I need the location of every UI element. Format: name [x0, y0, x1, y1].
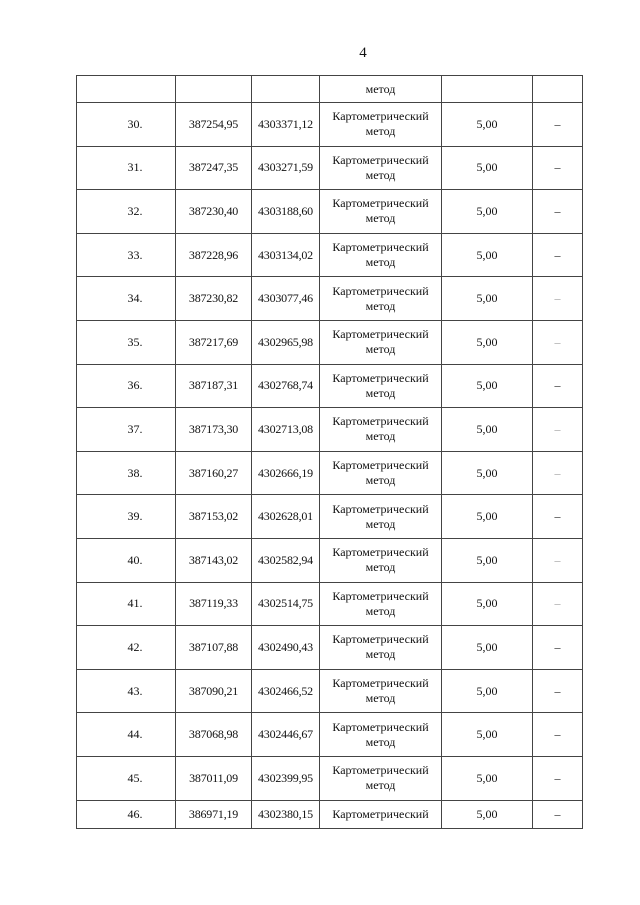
cell-x: 387153,02 [176, 495, 252, 539]
cell-accuracy: 5,00 [442, 190, 533, 234]
extra-dash: – [554, 806, 561, 821]
cell-method [320, 233, 442, 277]
cell-y: 4302666,19 [252, 451, 320, 495]
page-number: 4 [359, 45, 367, 61]
cell-y: 4302446,67 [252, 713, 320, 757]
cell-x: 387230,82 [176, 277, 252, 321]
cell-y: 4303077,46 [252, 277, 320, 321]
table-row [77, 538, 583, 582]
cell-method [320, 190, 442, 234]
cell-accuracy: 5,00 [442, 408, 533, 452]
cell-method [320, 538, 442, 582]
cell-x: 387187,31 [176, 364, 252, 408]
table-row [77, 320, 583, 364]
cell-y: 4302514,75 [252, 582, 320, 626]
cell-method [320, 277, 442, 321]
cell-accuracy: 5,00 [442, 756, 533, 800]
cell-y: 4303271,59 [252, 146, 320, 190]
cell-num: 32. [77, 190, 176, 234]
cell-extra [533, 233, 583, 277]
cell-accuracy: 5,00 [442, 669, 533, 713]
extra-dash: – [554, 770, 561, 785]
extra-dash: – [554, 683, 561, 698]
method-text: Картометрический метод [332, 545, 429, 575]
cell-x: 387173,30 [176, 408, 252, 452]
cell-y: 4302713,08 [252, 408, 320, 452]
cell-num: 33. [77, 233, 176, 277]
cell-extra [533, 626, 583, 670]
cell-num: 41. [77, 582, 176, 626]
cell-accuracy: 5,00 [442, 713, 533, 757]
extra-dash: – [554, 639, 561, 654]
cell-method [320, 364, 442, 408]
cell-x: 386971,19 [176, 800, 252, 828]
cell-y: 4302380,15 [252, 800, 320, 828]
cell-accuracy: 5,00 [442, 451, 533, 495]
cell-num: 40. [77, 538, 176, 582]
method-text: Картометрический метод [332, 763, 429, 793]
coordinates-table [76, 75, 583, 829]
continuation-row [77, 76, 583, 103]
method-text: Картометрический метод [332, 109, 429, 139]
table-row [77, 756, 583, 800]
cell-x: 387011,09 [176, 756, 252, 800]
extra-dash: – [554, 116, 561, 131]
cell-num: 43. [77, 669, 176, 713]
extra-dash: – [554, 160, 561, 175]
cell-y: 4302466,52 [252, 669, 320, 713]
method-text: Картометрический метод [332, 196, 429, 226]
table-row [77, 495, 583, 539]
cell-num: 44. [77, 713, 176, 757]
cell-accuracy: 5,00 [442, 800, 533, 828]
cell-x: 387228,96 [176, 233, 252, 277]
extra-dash: – [554, 378, 561, 393]
cell-extra [533, 277, 583, 321]
table-row [77, 408, 583, 452]
cell-num: 35. [77, 320, 176, 364]
extra-dash: – [554, 334, 561, 349]
cell-num: 36. [77, 364, 176, 408]
cell-x: 387119,33 [176, 582, 252, 626]
cell-accuracy: 5,00 [442, 538, 533, 582]
cell-method [320, 146, 442, 190]
cell-method [320, 76, 442, 103]
method-text: Картометрический метод [332, 283, 429, 313]
method-text: Картометрический метод [332, 152, 429, 182]
cell-x [176, 76, 252, 103]
cell-y: 4302490,43 [252, 626, 320, 670]
cell-accuracy: 5,00 [442, 146, 533, 190]
table-row [77, 103, 583, 147]
method-text: Картометрический метод [332, 370, 429, 400]
cell-y: 4302582,94 [252, 538, 320, 582]
cell-method [320, 451, 442, 495]
cell-num: 34. [77, 277, 176, 321]
cell-extra [533, 408, 583, 452]
cell-extra [533, 669, 583, 713]
method-text: Картометрический метод [332, 588, 429, 618]
table-row [77, 451, 583, 495]
cell-num: 46. [77, 800, 176, 828]
table-row [77, 146, 583, 190]
cell-y: 4302965,98 [252, 320, 320, 364]
extra-dash: – [554, 421, 561, 436]
cell-extra [533, 800, 583, 828]
cell-y [252, 76, 320, 103]
table-row [77, 626, 583, 670]
method-text: Картометрический метод [332, 719, 429, 749]
cell-extra [533, 582, 583, 626]
table-row [77, 190, 583, 234]
cell-y: 4302768,74 [252, 364, 320, 408]
cell-method [320, 103, 442, 147]
cell-y: 4303188,60 [252, 190, 320, 234]
cell-num: 39. [77, 495, 176, 539]
table-row [77, 582, 583, 626]
cell-method [320, 713, 442, 757]
cell-y: 4303371,12 [252, 103, 320, 147]
cell-x: 387247,35 [176, 146, 252, 190]
cell-accuracy [442, 76, 533, 103]
cell-accuracy: 5,00 [442, 582, 533, 626]
cell-extra [533, 713, 583, 757]
table-row [77, 713, 583, 757]
cell-accuracy: 5,00 [442, 277, 533, 321]
cell-extra [533, 103, 583, 147]
method-text: Картометрический метод [332, 676, 429, 706]
extra-dash: – [554, 203, 561, 218]
cell-num: 38. [77, 451, 176, 495]
cell-method [320, 626, 442, 670]
cell-extra [533, 451, 583, 495]
method-text: Картометрический метод [332, 327, 429, 357]
cell-extra [533, 538, 583, 582]
cell-extra [533, 756, 583, 800]
cell-x: 387107,88 [176, 626, 252, 670]
cell-y: 4302628,01 [252, 495, 320, 539]
method-text: Картометрический метод [332, 240, 429, 270]
cell-accuracy: 5,00 [442, 320, 533, 364]
method-text: Картометрический метод [332, 414, 429, 444]
method-text: Картометрический метод [332, 501, 429, 531]
cell-accuracy: 5,00 [442, 233, 533, 277]
extra-dash: – [554, 596, 561, 611]
cell-method [320, 756, 442, 800]
extra-dash: – [554, 552, 561, 567]
method-text: метод [365, 81, 396, 96]
cell-accuracy: 5,00 [442, 103, 533, 147]
method-text: Картометрический метод [332, 632, 429, 662]
cell-num: 45. [77, 756, 176, 800]
extra-dash: – [554, 247, 561, 262]
cell-extra [533, 146, 583, 190]
cell-method [320, 582, 442, 626]
cell-x: 387217,69 [176, 320, 252, 364]
extra-dash: – [554, 291, 561, 306]
cell-num: 30. [77, 103, 176, 147]
cell-extra [533, 320, 583, 364]
table-row [77, 233, 583, 277]
cell-method [320, 320, 442, 364]
table-row [77, 669, 583, 713]
cell-method [320, 669, 442, 713]
cell-num: 31. [77, 146, 176, 190]
cell-num [77, 76, 176, 103]
extra-dash: – [554, 509, 561, 524]
cell-extra [533, 495, 583, 539]
cell-y: 4302399,95 [252, 756, 320, 800]
cell-method [320, 408, 442, 452]
method-text: Картометрический [332, 806, 429, 821]
cell-num: 42. [77, 626, 176, 670]
cell-accuracy: 5,00 [442, 626, 533, 670]
table-row [77, 800, 583, 828]
method-text: Картометрический метод [332, 458, 429, 488]
cell-method [320, 495, 442, 539]
table-row [77, 277, 583, 321]
table-row [77, 364, 583, 408]
cell-extra [533, 76, 583, 103]
cell-x: 387068,98 [176, 713, 252, 757]
cell-x: 387230,40 [176, 190, 252, 234]
cell-accuracy: 5,00 [442, 495, 533, 539]
extra-dash: – [554, 465, 561, 480]
cell-x: 387143,02 [176, 538, 252, 582]
cell-y: 4303134,02 [252, 233, 320, 277]
cell-extra [533, 364, 583, 408]
cell-extra [533, 190, 583, 234]
cell-method [320, 800, 442, 828]
cell-x: 387090,21 [176, 669, 252, 713]
cell-num: 37. [77, 408, 176, 452]
cell-x: 387254,95 [176, 103, 252, 147]
extra-dash: – [554, 727, 561, 742]
cell-x: 387160,27 [176, 451, 252, 495]
cell-accuracy: 5,00 [442, 364, 533, 408]
